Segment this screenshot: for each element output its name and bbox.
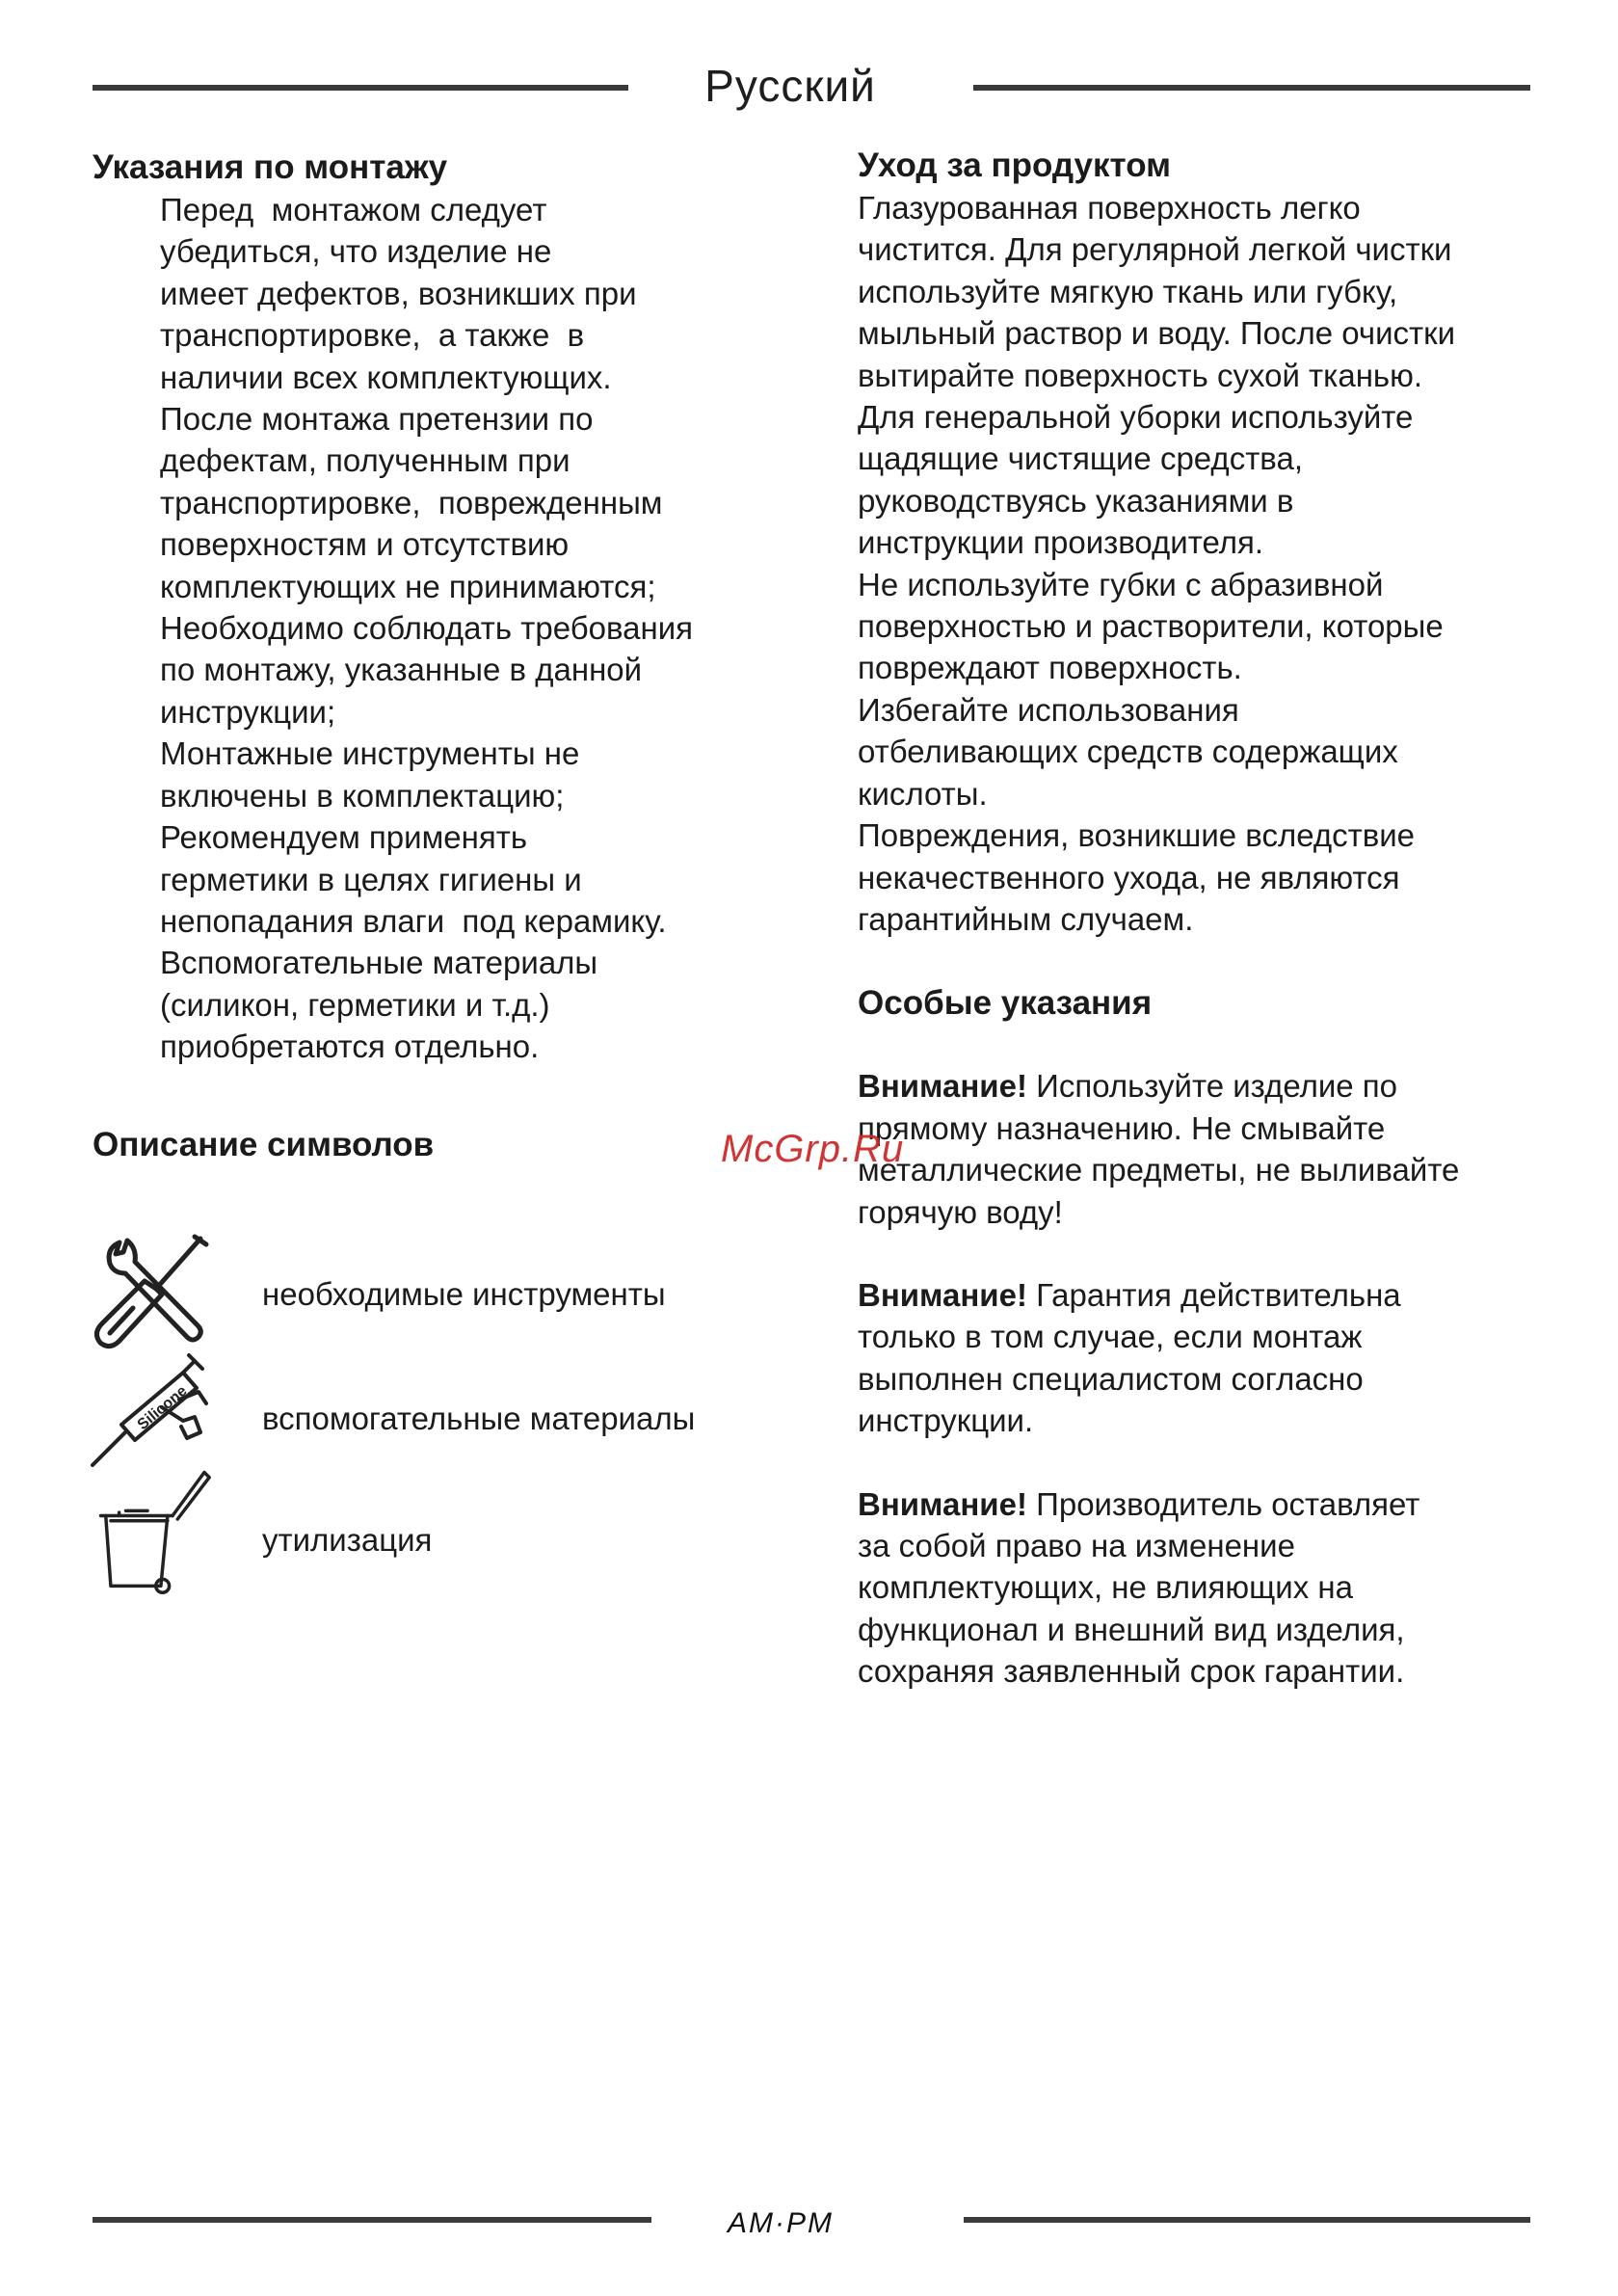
care-line: гарантийным случаем. (858, 900, 1194, 937)
installation-line: Рекомендуем применять (160, 819, 528, 856)
care-line: мыльный раствор и воду. После очистки (858, 315, 1456, 352)
installation-line: Вспомогательные материалы (160, 945, 598, 981)
footer-rule-left (93, 2217, 651, 2223)
note-text: Производитель оставляет (1026, 1485, 1420, 1522)
care-line: Для генеральной уборки используйте (858, 399, 1414, 436)
installation-line: включены в комплектацию; (160, 777, 565, 814)
tools-icon (87, 1229, 222, 1354)
installation-line: Необходимо соблюдать требования (160, 610, 694, 647)
note-line: инструкции. (858, 1402, 1034, 1439)
care-title: Уход за продуктом (858, 147, 1172, 184)
note-line: комплектующих, не влияющих на (858, 1569, 1353, 1606)
language-title: Русский (704, 61, 876, 111)
note-label: Внимание! (858, 1485, 1027, 1522)
installation-line: поверхностям и отсутствию (160, 526, 570, 563)
note-text: Гарантия действительна (1026, 1276, 1401, 1313)
care-line: кислоты. (858, 775, 988, 812)
care-line: Не используйте губки с абразивной (858, 566, 1384, 602)
installation-line: непопадания влаги под керамику. (160, 902, 667, 939)
care-line: некачественного ухода, не являются (858, 859, 1400, 895)
note-line: только в том случае, если монтаж (858, 1319, 1363, 1355)
note-text: Используйте изделие по (1026, 1068, 1398, 1105)
installation-line: (силикон, герметики и т.д.) (160, 986, 550, 1023)
installation-title: Указания по монтажу (93, 148, 448, 186)
installation-line: дефектам, полученным при (160, 442, 570, 479)
installation-line: комплектующих не принимаются; (160, 568, 656, 604)
note-line: выполнен специалистом согласно (858, 1360, 1364, 1397)
silicone-gun-icon (87, 1349, 222, 1475)
note-line: сохраняя заявленный срок гарантии. (858, 1653, 1405, 1690)
special-note (858, 1065, 1590, 1233)
symbol-row-tools (87, 1229, 800, 1354)
note-line: металлические предметы, не выливайте (858, 1152, 1460, 1188)
installation-line: наличии всех комплектующих. (160, 359, 612, 395)
installation-line: приобретаются отдельно. (160, 1028, 540, 1065)
installation-line: транспортировке, поврежденным (160, 484, 663, 521)
care-line: щадящие чистящие средства, (858, 441, 1303, 477)
note-line: прямому назначению. Не смывайте (858, 1109, 1386, 1146)
installation-line: транспортировке, а также в (160, 317, 585, 354)
symbol-label-materials: вспомогательные материалы (262, 1401, 696, 1436)
care-section (858, 145, 1590, 1693)
care-line: повреждают поверхность. (858, 650, 1242, 686)
care-line: вытирайте поверхность сухой тканью. (858, 357, 1423, 393)
footer-rule-right (964, 2217, 1530, 2223)
special-note (858, 1274, 1590, 1442)
watermark: McGrp.Ru (721, 1128, 905, 1170)
installation-line: убедиться, что изделие не (160, 233, 552, 270)
care-line: поверхностью и растворители, которые (858, 608, 1444, 645)
installation-line: Монтажные инструменты не (160, 735, 580, 772)
care-line: руководствуясь указаниями в (858, 482, 1294, 519)
care-line: Повреждения, возникшие вследствие (858, 817, 1416, 854)
installation-line: После монтажа претензии по (160, 401, 594, 438)
note-line: функционал и внешний вид изделия, (858, 1611, 1405, 1647)
special-note (858, 1483, 1590, 1693)
care-line: Избегайте использования (858, 691, 1239, 728)
note-label: Внимание! (858, 1068, 1027, 1105)
installation-section (93, 147, 786, 1068)
special-title: Особые указания (858, 984, 1153, 1023)
header-rule-left (93, 85, 628, 91)
installation-line: герметики в целях гигиены и (160, 861, 582, 897)
symbol-label-disposal: утилизация (262, 1522, 433, 1558)
trash-bin-icon (87, 1469, 222, 1594)
care-line: используйте мягкую ткань или губку, (858, 273, 1398, 309)
installation-line: имеет дефектов, возникших при (160, 275, 637, 311)
installation-line: инструкции; (160, 693, 336, 730)
installation-line: по монтажу, указанные в данной (160, 652, 643, 688)
brand-logo: AM·PM (728, 2207, 834, 2239)
header-rule-right (973, 85, 1530, 91)
symbol-label-tools: необходимые инструменты (262, 1276, 666, 1312)
installation-line: Перед монтажом следует (160, 192, 547, 227)
care-line: Глазурованная поверхность легко (858, 190, 1361, 226)
silicone-label: Silicone (134, 1382, 191, 1434)
note-line: за собой право на изменение (858, 1527, 1295, 1563)
symbols-title: Описание символов (93, 1126, 435, 1163)
installation-body (93, 189, 786, 1068)
symbol-row-materials (87, 1349, 800, 1475)
note-line: горячую воду! (858, 1193, 1063, 1230)
care-line: отбеливающих средств содержащих (858, 734, 1398, 770)
care-line: чистится. Для регулярной легкой чистки (858, 231, 1452, 268)
care-line: инструкции производителя. (858, 524, 1264, 561)
symbol-row-disposal (87, 1469, 800, 1594)
note-label: Внимание! (858, 1276, 1027, 1313)
